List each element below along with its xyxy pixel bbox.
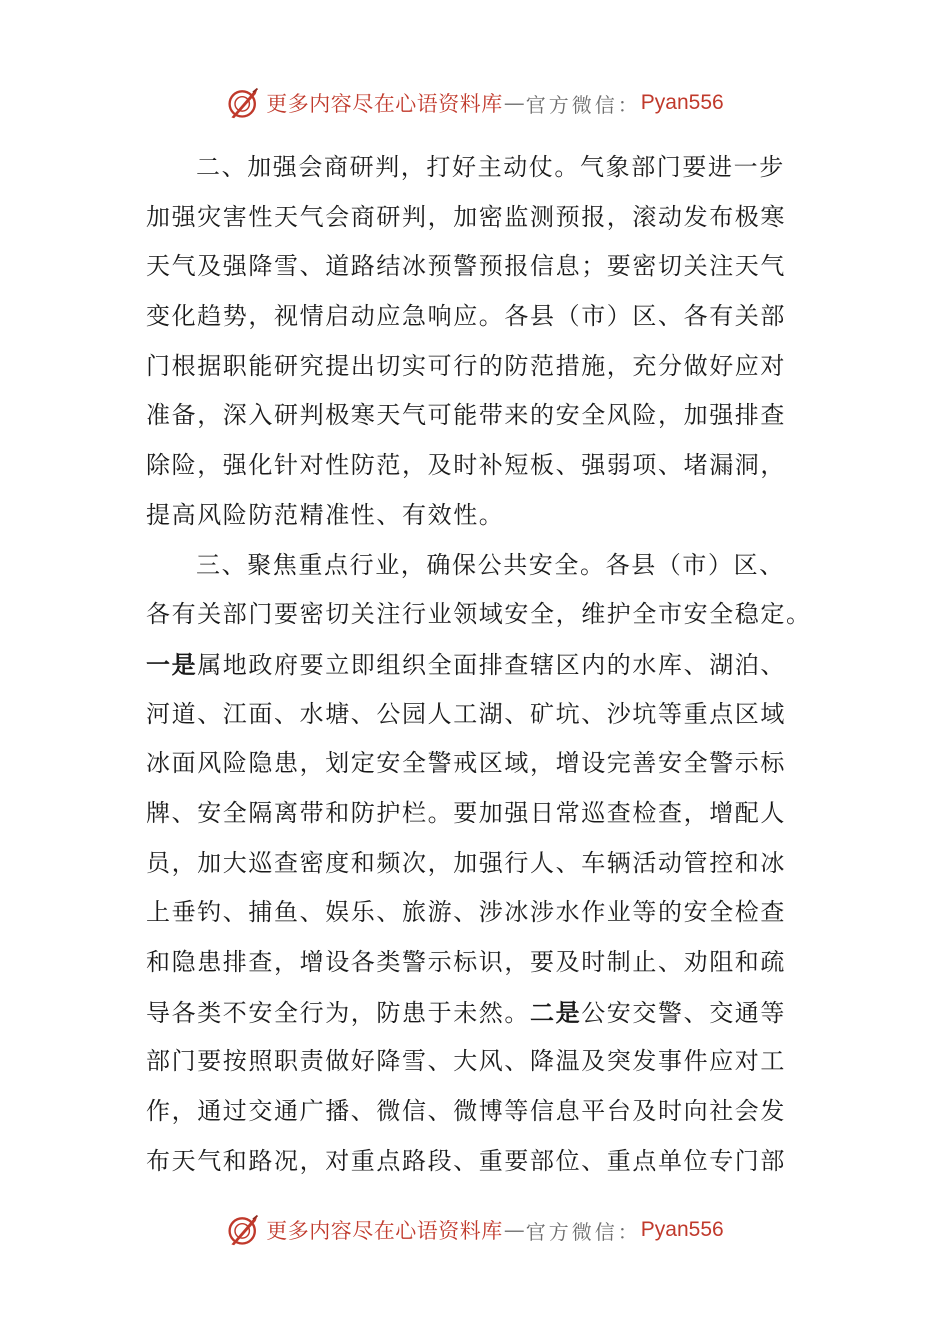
text-run: 员，加大巡查密度和频次，加强行人、车辆活动管控和冰 <box>146 848 786 877</box>
text-line <box>146 590 812 640</box>
text-run: 二、加强会商研判，打好主动仗。气象部门要进一步 <box>196 153 785 181</box>
text-run: 上垂钓、捕鱼、娱乐、旅游、涉冰涉水作业等的安全检查 <box>146 898 786 927</box>
text-run: 冰面风险隐患，划定安全警戒区域，增设完善安全警示标 <box>146 749 786 778</box>
text-line <box>146 143 796 193</box>
text-run: 牌、安全隔离带和防护栏。要加强日常巡查检查，增配人 <box>146 798 786 827</box>
text-run: 作，通过交通广播、微信、微博等信息平台及时向社会发 <box>146 1097 786 1126</box>
text-line <box>146 839 796 889</box>
watermark-main-text: 更多内容尽在心语资料库 <box>266 92 503 116</box>
text-run: 加强灾害性天气会商研判，加密监测预报，滚动发布极寒 <box>146 202 786 231</box>
text-line <box>146 242 796 292</box>
text-run: 河道、江面、水塘、公园人工湖、矿坑、沙坑等重点区域 <box>146 699 786 728</box>
text-run: 变化趋势，视情启动应急响应。各县（市）区、各有关部 <box>146 302 786 331</box>
footer-watermark <box>0 1208 950 1252</box>
text-line <box>146 391 796 441</box>
text-run: 部门要按照职责做好降雪、大风、降温及突发事件应对工 <box>146 1047 786 1076</box>
text-line <box>146 541 796 591</box>
text-run: 三、聚焦重点行业，确保公共安全。各县（市）区、 <box>196 550 785 579</box>
text-line <box>146 342 796 392</box>
text-line <box>146 888 796 938</box>
text-run: 公安交警、交通等 <box>581 998 787 1027</box>
pen-seal-logo-icon <box>226 85 262 121</box>
text-line <box>146 1087 796 1137</box>
text-run: 布天气和路况，对重点路段、重要部位、重点单位专门部 <box>146 1146 786 1175</box>
text-run: 属地政府要立即组织全面排查辖区内的水库、湖泊、 <box>197 650 787 679</box>
watermark-wechat-label: 官方微信： <box>525 1219 641 1244</box>
watermark-dash: — <box>503 1218 525 1242</box>
text-run: 导各类不安全行为，防患于未然。 <box>146 998 530 1027</box>
text-run: 准备，深入研判极寒天气可能带来的安全风险，加强排查 <box>146 401 786 430</box>
text-run: 天气及强降雪、道路结冰预警预报信息；要密切关注天气 <box>146 252 786 281</box>
text-line <box>146 1137 796 1187</box>
text-line <box>146 988 796 1038</box>
watermark-dash: — <box>503 91 525 115</box>
text-run: 除险，强化针对性防范，及时补短板、强弱项、堵漏洞， <box>146 451 786 480</box>
text-line <box>146 640 796 690</box>
text-line <box>146 789 796 839</box>
bold-lead-phrase: 二是 <box>530 997 582 1027</box>
bold-lead-phrase: 一是 <box>146 649 198 679</box>
text-run: 门根据职能研究提出切实可行的防范措施，充分做好应对 <box>146 351 786 380</box>
document-body <box>146 143 812 1186</box>
watermark-main-text: 更多内容尽在心语资料库 <box>266 1219 503 1243</box>
pen-seal-logo-icon <box>226 1212 262 1248</box>
watermark-wechat-id: Pyan556 <box>640 1218 724 1241</box>
text-line <box>146 193 796 243</box>
text-line <box>146 441 796 491</box>
text-line <box>146 938 796 988</box>
header-watermark <box>0 81 950 125</box>
text-line <box>146 292 796 342</box>
text-line <box>146 739 796 789</box>
watermark-wechat-label: 官方微信： <box>525 92 641 117</box>
text-line <box>146 690 796 740</box>
text-line <box>146 1037 796 1087</box>
text-line <box>146 491 796 541</box>
text-run: 各有关部门要密切关注行业领域安全，维护全市安全稳定。 <box>146 600 812 629</box>
watermark-wechat-id: Pyan556 <box>640 91 724 114</box>
text-run: 和隐患排查，增设各类警示标识，要及时制止、劝阻和疏 <box>146 948 786 976</box>
text-run: 提高风险防范精准性、有效性。 <box>146 500 505 529</box>
